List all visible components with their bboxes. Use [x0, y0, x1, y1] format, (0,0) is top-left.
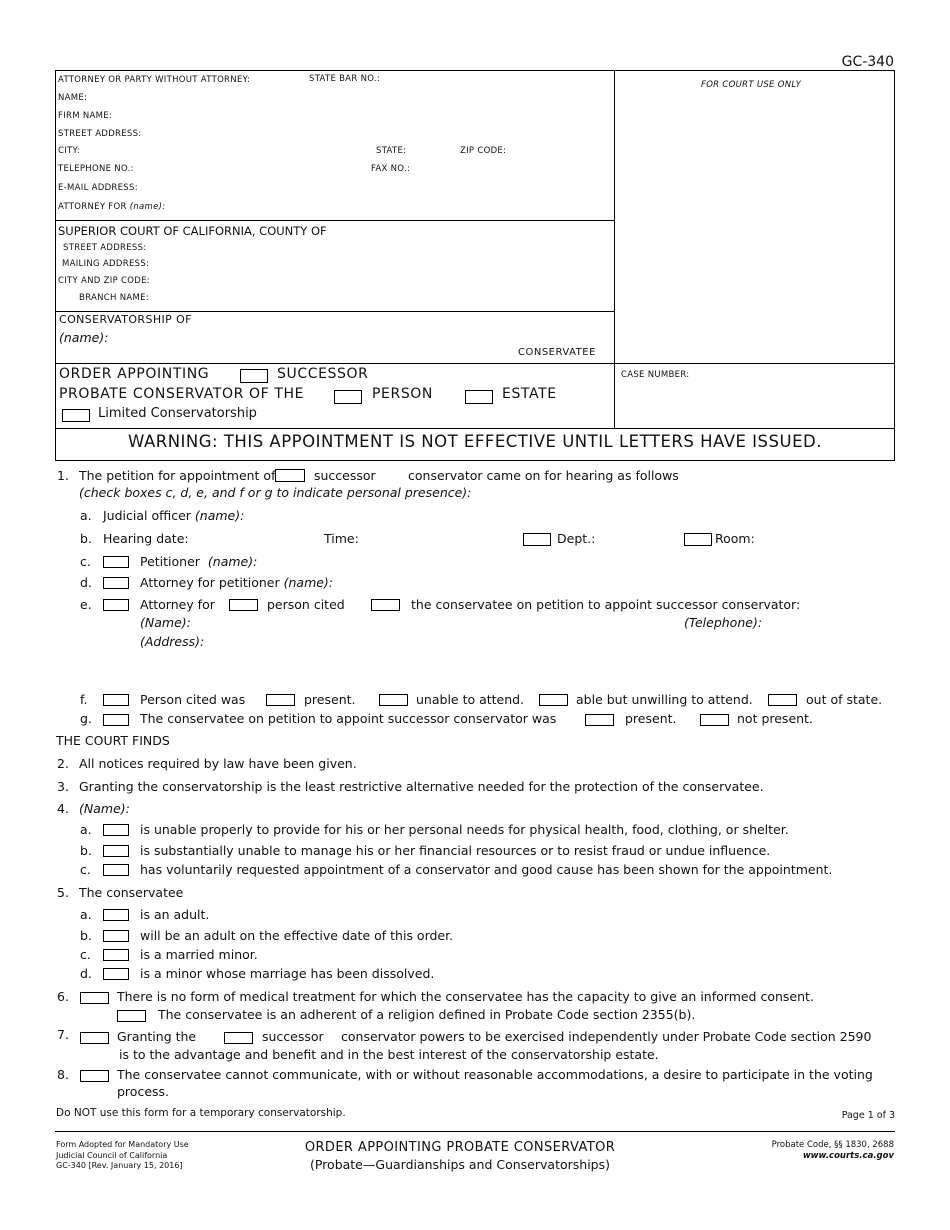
item1e-conservatee-text: the conservatee on petition to appoint successor conservator:: [411, 597, 801, 612]
item1b-room: Room:: [715, 531, 755, 546]
item1e-person-checkbox[interactable]: [229, 599, 258, 611]
state-bar-label: STATE BAR NO.:: [309, 74, 381, 84]
item1-number: 1.: [57, 468, 69, 483]
item1f-present-checkbox[interactable]: [266, 694, 295, 706]
item6-number: 6.: [57, 989, 69, 1004]
item1b-time: Time:: [324, 531, 359, 546]
item1-subtext: (check boxes c, d, e, and f or g to indicate personal presence):: [79, 485, 472, 500]
item1f-text: Person cited was: [140, 692, 246, 707]
conservatorship-of: CONSERVATORSHIP OF: [59, 313, 192, 326]
city-label: CITY:: [58, 146, 81, 156]
item5a-letter: a.: [80, 907, 92, 922]
item1e-telephone-hint: (Telephone):: [684, 615, 763, 630]
item1-text-c: conservator came on for hearing as follows: [408, 468, 679, 483]
item4b-text: is substantially unable to manage his or her financial resources or to resist fraud or undue influence.: [140, 843, 771, 858]
conservatee-label: CONSERVATEE: [518, 347, 596, 358]
probate-code: Probate Code, §§ 1830, 2688: [771, 1140, 894, 1150]
item8-number: 8.: [57, 1067, 69, 1082]
item1d-checkbox[interactable]: [103, 577, 129, 589]
item1g-notpresent: not present.: [737, 711, 813, 726]
item4c-text: has voluntarily requested appointment of a conservator and good cause has been shown for the appointment.: [140, 862, 833, 877]
email-label: E-MAIL ADDRESS:: [58, 183, 138, 193]
item4c-letter: c.: [80, 862, 91, 877]
item4c-checkbox[interactable]: [103, 864, 129, 876]
limited-checkbox[interactable]: [62, 409, 90, 422]
item5c-checkbox[interactable]: [103, 949, 129, 961]
item5d-checkbox[interactable]: [103, 968, 129, 980]
item5a-text: is an adult.: [140, 907, 210, 922]
item1g-text: The conservatee on petition to appoint successor conservator was: [140, 711, 557, 726]
adopted-line-3: GC-340 [Rev. January 15, 2016]: [56, 1161, 183, 1170]
item1c-name-hint: (name):: [207, 554, 258, 569]
item1a-name-hint: (name):: [194, 508, 245, 523]
item4b-letter: b.: [80, 843, 92, 858]
street-label: STREET ADDRESS:: [58, 129, 142, 139]
item1g-present: present.: [625, 711, 677, 726]
item1e-conservatee-checkbox[interactable]: [371, 599, 400, 611]
court-cityzip-label: CITY AND ZIP CODE:: [58, 276, 150, 286]
item1g-checkbox[interactable]: [103, 714, 129, 726]
title-line2: PROBATE CONSERVATOR OF THE: [59, 386, 305, 402]
title-estate: ESTATE: [502, 386, 557, 402]
state-label: STATE:: [376, 146, 407, 156]
item1d-name-hint: (name):: [283, 575, 334, 590]
item1f-unwilling: able but unwilling to attend.: [576, 692, 753, 707]
item1d-letter: d.: [80, 575, 92, 590]
item1c-label: Petitioner: [140, 554, 200, 569]
item3-number: 3.: [57, 779, 69, 794]
zip-label: ZIP CODE:: [460, 146, 507, 156]
item3-text: Granting the conservatorship is the least restrictive alternative needed for the protection of the conservatee.: [79, 779, 764, 794]
successor-checkbox[interactable]: [240, 369, 268, 383]
page-number: Page 1 of 3: [841, 1110, 895, 1121]
form-id: GC-340: [841, 54, 894, 70]
item7-text-a: Granting the: [117, 1029, 197, 1044]
dept-checkbox[interactable]: [523, 533, 551, 546]
item1f-unable-checkbox[interactable]: [379, 694, 408, 706]
item1a-letter: a.: [80, 508, 92, 523]
courts-website[interactable]: www.courts.ca.gov: [802, 1151, 894, 1161]
item7-text-c: conservator powers to be exercised independently under Probate Code section 2590: [341, 1029, 872, 1044]
item1e-checkbox[interactable]: [103, 599, 129, 611]
item1d-label: Attorney for petitioner: [140, 575, 280, 590]
item1b-dept: Dept.:: [557, 531, 596, 546]
estate-checkbox[interactable]: [465, 390, 493, 404]
person-checkbox[interactable]: [334, 390, 362, 404]
item5b-text: will be an adult on the effective date of this order.: [140, 928, 454, 943]
item5-text: The conservatee: [79, 885, 184, 900]
item5b-checkbox[interactable]: [103, 930, 129, 942]
caption-rule-2: [55, 311, 615, 312]
adopted-line-2: Judicial Council of California: [56, 1150, 168, 1160]
caption-rule-1: [55, 220, 615, 221]
item1f-checkbox[interactable]: [103, 694, 129, 706]
item5c-text: is a married minor.: [140, 947, 258, 962]
item1f-present: present.: [304, 692, 356, 707]
item1e-name-hint: (Name):: [140, 615, 191, 630]
court-branch-label: BRANCH NAME:: [79, 293, 149, 303]
item1-text-b: successor: [314, 468, 376, 483]
title-limited: Limited Conservatorship: [98, 406, 257, 421]
item5d-letter: d.: [80, 966, 92, 981]
item1e-letter: e.: [80, 597, 92, 612]
item8-checkbox[interactable]: [80, 1070, 109, 1082]
item2-text: All notices required by law have been given.: [79, 756, 357, 771]
item1f-unable: unable to attend.: [416, 692, 525, 707]
item1b-letter: b.: [80, 531, 92, 546]
item7-number: 7.: [57, 1027, 69, 1042]
item1-text-a: The petition for appointment of: [79, 468, 276, 483]
case-number-label: CASE NUMBER:: [621, 370, 690, 380]
item4a-letter: a.: [80, 822, 92, 837]
item6-text: There is no form of medical treatment for which the conservatee has the capacity to give an informed consent.: [117, 989, 814, 1004]
item1e-address-hint: (Address):: [140, 634, 205, 649]
court-title: SUPERIOR COURT OF CALIFORNIA, COUNTY OF: [58, 224, 327, 238]
footer-subtitle: (Probate—Guardianships and Conservatorships): [309, 1157, 610, 1172]
item1g-notpresent-checkbox[interactable]: [700, 714, 729, 726]
item1f-unwilling-checkbox[interactable]: [539, 694, 568, 706]
adopted-line-1: Form Adopted for Mandatory Use: [56, 1140, 189, 1149]
item8-text: The conservatee cannot communicate, with or without reasonable accommodations, a desire to participate in the voting: [117, 1067, 873, 1082]
title-line1: ORDER APPOINTING: [59, 366, 210, 382]
court-street-label: STREET ADDRESS:: [63, 243, 147, 253]
footer-rule: [55, 1131, 895, 1132]
title-person: PERSON: [372, 386, 433, 402]
item1e-person-text: person cited: [267, 597, 345, 612]
court-mailing-label: MAILING ADDRESS:: [62, 259, 150, 269]
court-finds-heading: THE COURT FINDS: [56, 733, 170, 748]
item1c-letter: c.: [80, 554, 91, 569]
item1-successor-checkbox[interactable]: [275, 469, 305, 482]
item4-number: 4.: [57, 801, 69, 816]
caption-divider: [614, 70, 615, 429]
item5c-letter: c.: [80, 947, 91, 962]
temporary-notice: Do NOT use this form for a temporary conservatorship.: [56, 1107, 346, 1119]
item1f-letter: f.: [80, 692, 88, 707]
item4a-checkbox[interactable]: [103, 824, 129, 836]
item4b-checkbox[interactable]: [103, 845, 129, 857]
conservatorship-name-hint: (name):: [59, 330, 109, 345]
item6-religion-checkbox[interactable]: [117, 1010, 146, 1022]
item1b-text: Hearing date:: [103, 531, 189, 546]
item5-number: 5.: [57, 885, 69, 900]
item8-text-2: process.: [117, 1084, 170, 1099]
attorney-for-text: ATTORNEY FOR: [58, 202, 127, 212]
item4a-text: is unable properly to provide for his or her personal needs for physical health, food, clothing, or shelter.: [140, 822, 789, 837]
telephone-label: TELEPHONE NO.:: [58, 164, 134, 174]
item1f-outofstate: out of state.: [806, 692, 883, 707]
item5d-text: is a minor whose marriage has been dissolved.: [140, 966, 435, 981]
firm-label: FIRM NAME:: [58, 111, 113, 121]
caption-rule-4: [55, 428, 895, 429]
attorney-for-name-hint: (name):: [129, 202, 166, 212]
item6-subtext: The conservatee is an adherent of a religion defined in Probate Code section 2355(b).: [158, 1007, 696, 1022]
item1g-present-checkbox[interactable]: [585, 714, 614, 726]
item7-successor-checkbox[interactable]: [224, 1032, 253, 1044]
item1g-letter: g.: [80, 711, 92, 726]
item4-name-hint: (Name):: [79, 801, 130, 816]
item2-number: 2.: [57, 756, 69, 771]
adopted-block: [56, 1140, 189, 1172]
item7-text-b: successor: [262, 1029, 324, 1044]
item7-checkbox[interactable]: [80, 1032, 109, 1044]
warning-banner: WARNING: THIS APPOINTMENT IS NOT EFFECTIVE UNTIL LETTERS HAVE ISSUED.: [128, 432, 822, 451]
item1c-text: [140, 554, 257, 569]
item5a-checkbox[interactable]: [103, 909, 129, 921]
room-checkbox[interactable]: [684, 533, 712, 546]
item5b-letter: b.: [80, 928, 92, 943]
item1f-outofstate-checkbox[interactable]: [768, 694, 797, 706]
item1c-checkbox[interactable]: [103, 556, 129, 568]
item1d-text: [140, 575, 333, 590]
item1a-label: Judicial officer: [103, 508, 191, 523]
fax-label: FAX NO.:: [371, 164, 411, 174]
item7-text-d: is to the advantage and benefit and in the best interest of the conservatorship estate.: [119, 1047, 659, 1062]
item1a-text: [103, 508, 244, 523]
title-successor: SUCCESSOR: [277, 366, 369, 382]
name-label: NAME:: [58, 93, 88, 103]
footer-title: ORDER APPOINTING PROBATE CONSERVATOR: [304, 1140, 616, 1155]
caption-rule-3: [55, 363, 895, 364]
court-use-label: FOR COURT USE ONLY: [701, 80, 802, 90]
item1e-text: Attorney for: [140, 597, 215, 612]
attorney-label: ATTORNEY OR PARTY WITHOUT ATTORNEY:: [58, 75, 251, 85]
item6-checkbox[interactable]: [80, 992, 109, 1004]
attorney-for-label: [58, 202, 165, 212]
